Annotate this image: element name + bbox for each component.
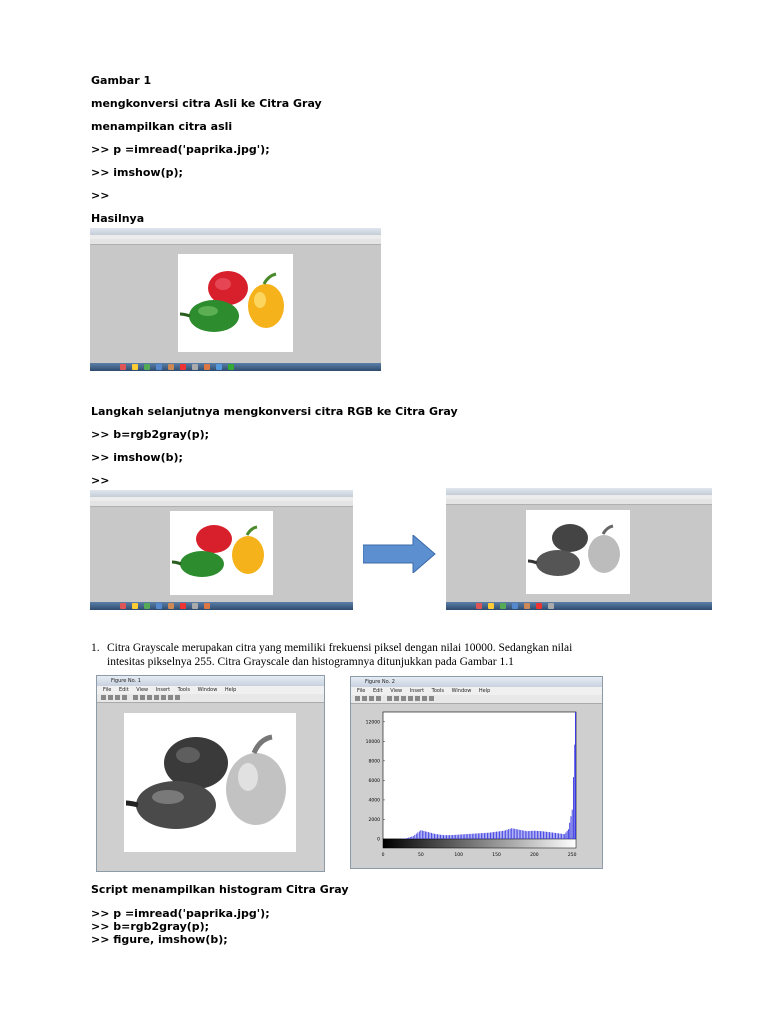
pepper-image-gray	[124, 713, 296, 852]
x-tick-label: 100	[454, 853, 463, 858]
y-tick-label: 12000	[365, 720, 380, 726]
x-tick-label: 0	[381, 853, 385, 858]
code-line-imshow: >> imshow(p);	[91, 166, 183, 179]
code-line-imread-2: >> p =imread('paprika.jpg');	[91, 907, 270, 920]
pepper-image-color	[178, 254, 293, 352]
menu-view[interactable]: View	[390, 688, 403, 694]
x-tick-label: 150	[492, 853, 501, 858]
taskbar	[90, 602, 353, 610]
menu-help[interactable]: Help	[478, 688, 491, 694]
menu-help[interactable]: Help	[224, 687, 237, 693]
list-number: 1.	[91, 642, 100, 654]
intensity-colorbar	[383, 839, 576, 848]
code-line-rgb2gray-2: >> b=rgb2gray(p);	[91, 920, 210, 933]
pepper-image-gray-small	[526, 510, 630, 594]
figure-menubar	[97, 686, 324, 694]
taskbar	[446, 602, 712, 610]
paragraph-line-1: Citra Grayscale merupakan citra yang memiliki frekuensi piksel dengan nilai 10000. Sedangkan nilai	[107, 642, 573, 654]
code-line-imshow-b: >> imshow(b);	[91, 451, 183, 464]
y-tick-label: 6000	[368, 778, 380, 784]
x-tick-label: 200	[530, 853, 539, 858]
window-titlebar	[446, 488, 712, 495]
subtitle-convert: mengkonversi citra Asli ke Citra Gray	[91, 97, 322, 110]
window-toolbar	[90, 501, 353, 507]
step-label: Langkah selanjutnya mengkonversi citra RGB ke Citra Gray	[91, 405, 458, 418]
window-titlebar	[90, 490, 353, 497]
code-line-rgb2gray: >> b=rgb2gray(p);	[91, 428, 210, 441]
menu-view[interactable]: View	[136, 687, 149, 693]
menu-edit[interactable]: Edit	[118, 687, 129, 693]
paragraph-line-2: intesitas pikselnya 255. Citra Grayscale dan histogramnya ditunjukkan pada Gambar 1.1	[107, 656, 514, 668]
figure-title-2: Figure No. 2	[351, 677, 602, 687]
menu-edit[interactable]: Edit	[372, 688, 383, 694]
result-label: Hasilnya	[91, 212, 145, 225]
figure-title: Figure No. 1	[97, 676, 324, 686]
y-tick-label: 4000	[368, 798, 380, 804]
figure-toolbar-2	[351, 695, 602, 704]
figure-menubar-2	[351, 687, 602, 695]
y-tick-label: 2000	[368, 817, 380, 823]
x-tick-label: 50	[417, 853, 424, 858]
right-arrow-icon	[363, 535, 437, 573]
script-label: Script menampilkan histogram Citra Gray	[91, 883, 349, 896]
taskbar	[90, 363, 381, 371]
menu-tools[interactable]: Tools	[177, 687, 190, 693]
x-tick-label: 250	[567, 853, 577, 858]
screenshot-original	[90, 228, 381, 371]
code-line-prompt: >>	[91, 189, 110, 202]
menu-file[interactable]: File	[103, 687, 112, 693]
subtitle-show-original: menampilkan citra asli	[91, 120, 233, 133]
figure-window-gray	[96, 675, 325, 872]
menu-insert[interactable]: Insert	[155, 687, 171, 693]
pepper-image-color-small	[170, 511, 273, 595]
window-toolbar	[90, 239, 381, 245]
menu-file[interactable]: File	[357, 688, 366, 694]
figure-window-histogram	[350, 676, 603, 869]
figure-toolbar	[97, 694, 324, 703]
code-line-figure-imshow: >> figure, imshow(b);	[91, 933, 228, 946]
plot-area	[383, 712, 576, 839]
menu-tools[interactable]: Tools	[431, 688, 444, 694]
code-line-prompt-2: >>	[91, 474, 110, 487]
window-toolbar	[446, 499, 712, 505]
y-tick-label: 0	[377, 837, 380, 843]
menu-window[interactable]: Window	[451, 688, 472, 694]
screenshot-after	[446, 488, 712, 610]
window-titlebar	[90, 228, 381, 235]
screenshot-before	[90, 490, 353, 610]
menu-window[interactable]: Window	[197, 687, 218, 693]
y-tick-label: 8000	[368, 759, 380, 765]
histogram-chart	[351, 704, 602, 868]
y-tick-label: 10000	[365, 739, 380, 745]
menu-insert[interactable]: Insert	[409, 688, 425, 694]
heading: Gambar 1	[91, 74, 152, 87]
code-line-imread: >> p =imread('paprika.jpg');	[91, 143, 270, 156]
